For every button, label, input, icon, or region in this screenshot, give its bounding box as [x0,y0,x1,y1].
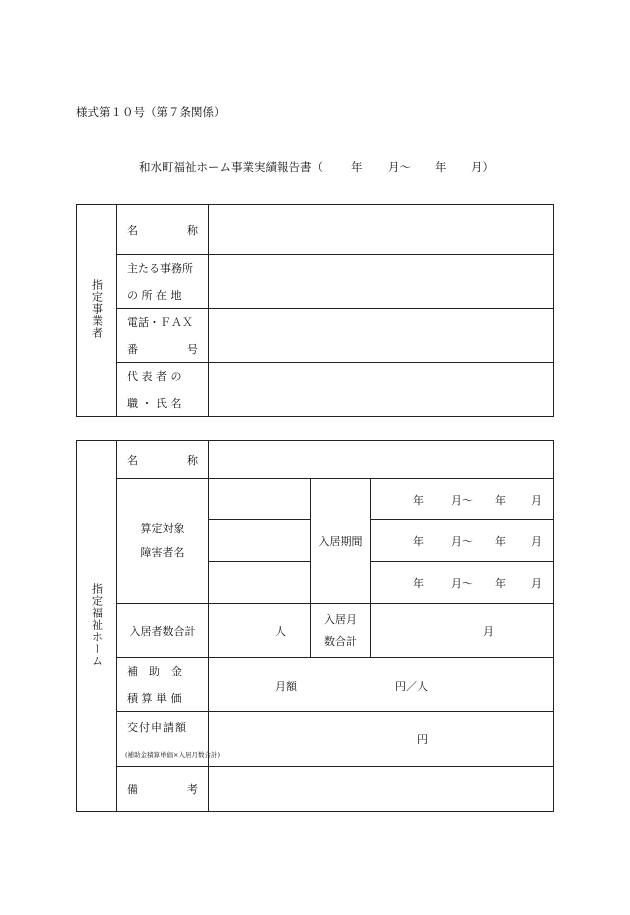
residents-total-input[interactable] [209,604,311,658]
title-nen1: 年 [351,160,363,174]
title-nen2: 年 [435,160,447,174]
application-unit: 円 [417,733,428,746]
subsidy-label-cell [117,658,209,712]
target-label-2: 障害者名 [140,546,185,559]
operator-tel-label-1: 電話・ＦＡＸ [127,316,193,330]
target-name-input-1[interactable] [209,479,311,520]
period-tsuki2: 月 [531,535,542,548]
period-tsuki1: 月～ [451,577,473,590]
operator-name-label-cell [117,205,209,255]
target-label-cell [117,479,209,604]
period-row-2[interactable] [371,520,554,562]
operator-address-label-1: 主たる事務所 [127,262,193,276]
period-nen2: 年 [495,577,506,590]
operator-address-label-cell [117,255,209,309]
period-tsuki1: 月～ [451,494,473,507]
months-label-2: 数合計 [324,634,357,648]
operator-tel-label-cell [117,309,209,363]
home-section-label: 指定福祉ホーム [90,582,104,667]
application-label-cell [117,712,221,767]
application-input[interactable] [209,712,554,767]
operator-address-label-2: の 所 在 地 [127,288,182,302]
target-name-input-3[interactable] [209,562,311,604]
months-label-1: 入居月 [324,612,357,626]
home-section-cell [77,441,117,812]
period-label: 入居期間 [318,535,363,548]
title-tsuki1: 月～ [388,160,411,174]
operator-tel-label-2a: 番 [127,342,138,356]
operator-rep-label-cell [117,363,209,417]
subsidy-label-1: 補 助 金 [127,665,182,679]
operator-section-label: 指定事業者 [90,279,104,339]
months-total-label-cell [311,604,371,658]
home-name-label-2: 称 [187,453,198,467]
period-nen1: 年 [413,577,424,590]
title-tsuki2: 月） [471,160,494,174]
application-note: (補助金積算単価×入居月数合計) [125,750,221,759]
home-name-input[interactable] [209,441,554,479]
target-name-input-2[interactable] [209,520,311,562]
period-nen1: 年 [413,494,424,507]
operator-tel-label-2b: 号 [187,342,198,356]
operator-name-input[interactable] [209,205,554,255]
subsidy-monthly: 月額 [275,680,297,693]
operator-rep-label-2: 職 ・ 氏 名 [127,396,182,410]
remarks-input[interactable] [209,767,554,812]
subsidy-input[interactable] [209,658,554,712]
operator-address-input[interactable] [209,255,554,309]
operator-name-label-2: 称 [187,223,198,237]
operator-rep-label-1: 代 表 者 の [127,370,182,384]
operator-section-cell [77,205,117,417]
home-name-label-cell [117,441,209,479]
residents-unit: 人 [275,624,286,638]
title [139,159,499,173]
period-nen2: 年 [495,494,506,507]
application-label: 交付申請額 [127,721,187,735]
remarks-label-cell [117,767,209,812]
subsidy-label-2: 積 算 単 価 [127,691,182,705]
months-total-input[interactable] [371,604,554,658]
period-tsuki1: 月～ [451,535,473,548]
title-text: 和水町福祉ホーム事業実績報告書（ [139,160,323,174]
form-number: 様式第１０号（第７条関係） [76,105,226,119]
period-row-1[interactable] [371,479,554,520]
period-tsuki2: 月 [531,577,542,590]
operator-name-label-1: 名 [127,223,138,237]
period-row-3[interactable] [371,562,554,604]
target-label-1: 算定対象 [140,522,185,535]
months-unit: 月 [483,624,494,638]
period-label-cell [311,479,371,604]
period-nen1: 年 [413,535,424,548]
operator-table [76,204,554,417]
period-nen2: 年 [495,535,506,548]
remarks-label-1: 備 [127,783,138,796]
operator-tel-input[interactable] [209,309,554,363]
remarks-label-2: 考 [187,783,198,796]
period-tsuki2: 月 [531,494,542,507]
operator-rep-input[interactable] [209,363,554,417]
home-table [76,440,554,812]
residents-total-label: 入居者数合計 [129,624,196,638]
home-name-label-1: 名 [127,453,138,467]
residents-total-label-cell [117,604,209,658]
subsidy-unit: 円／人 [395,680,428,693]
